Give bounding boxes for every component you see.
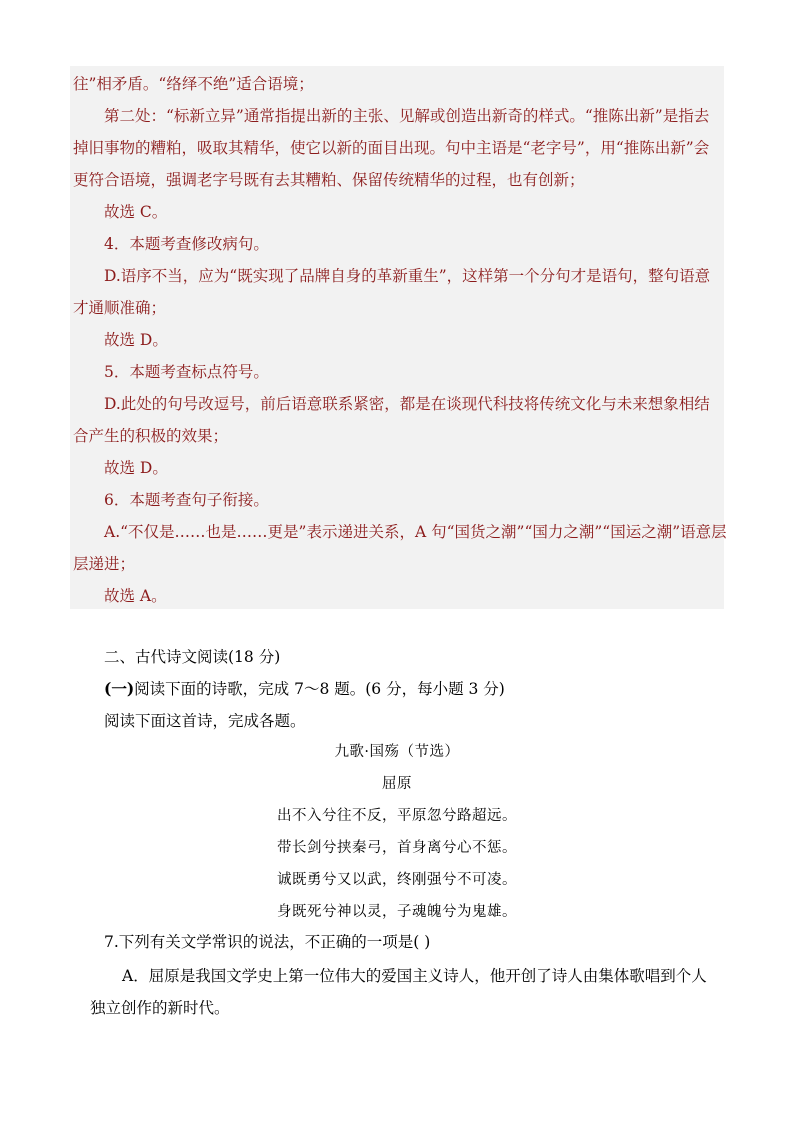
answer-line: 合产生的积极的效果；	[73, 427, 229, 445]
answer-line: 4．本题考查修改病句。	[104, 235, 269, 253]
answer-line: 6．本题考查句子衔接。	[104, 491, 269, 509]
answer-line: 第二处：“标新立异”通常指提出新的主张、见解或创造出新奇的样式。“推陈出新”是指去	[104, 107, 710, 125]
subsection-heading	[104, 678, 505, 700]
section-title: 二、古代诗文阅读(18 分)	[104, 648, 281, 666]
option-a: A．屈原是我国文学史上第一位伟大的爱国主义诗人，他开创了诗人由集体歌唱到个人	[122, 967, 707, 985]
answer-line: 更符合语境，强调老字号既有去其糟粕、保留传统精华的过程，也有创新；	[73, 171, 585, 189]
option-a-continued: 独立创作的新时代。	[90, 999, 230, 1017]
instruction: 阅读下面这首诗，完成各题。	[104, 712, 306, 730]
answer-explanation-box	[70, 66, 727, 609]
answer-line: 层递进；	[73, 555, 136, 573]
poem-author: 屈原	[382, 776, 412, 792]
answer-line: 掉旧事物的糟粕，吸取其精华，使它以新的面目出现。句中主语是“老字号”，用“推陈出新”会	[73, 139, 710, 157]
poem-line: 带长剑兮挟秦弓，首身离兮心不惩。	[277, 840, 517, 856]
answer-line: 才通顺准确；	[73, 299, 167, 317]
answer-line: 故选 A。	[104, 587, 167, 605]
poem-title: 九歌·国殇（节选）	[334, 744, 460, 760]
answer-line: D.此处的句号改逗号，前后语意联系紧密，都是在谈现代科技将传统文化与未来想象相结	[104, 395, 710, 413]
answer-line: 往”相矛盾。“络绎不绝”适合语境；	[73, 75, 314, 93]
answer-line: 5．本题考查标点符号。	[104, 363, 269, 381]
subsection-text: 阅读下面的诗歌，完成 7～8 题。(6 分，每小题 3 分)	[134, 680, 505, 698]
question-stem: 7.下列有关文学常识的说法，不正确的一项是( )	[104, 933, 431, 951]
subsection-label: (一)	[104, 679, 135, 698]
answer-line: D.语序不当，应为“既实现了品牌自身的革新重生”，这样第一个分句才是语句，整句语意	[104, 267, 711, 285]
answer-line: 故选 D。	[104, 459, 168, 477]
poem-line: 诚既勇兮又以武，终刚强兮不可凌。	[277, 872, 517, 888]
answer-line: 故选 D。	[104, 331, 168, 349]
poem-line: 出不入兮往不反，平原忽兮路超远。	[277, 808, 517, 824]
poem-line: 身既死兮神以灵，子魂魄兮为鬼雄。	[277, 904, 517, 920]
answer-line: A.“不仅是……也是……更是”表示递进关系，A 句“国货之潮”“国力之潮”“国运之潮”语意层	[104, 523, 727, 541]
answer-line: 故选 C。	[104, 203, 168, 221]
